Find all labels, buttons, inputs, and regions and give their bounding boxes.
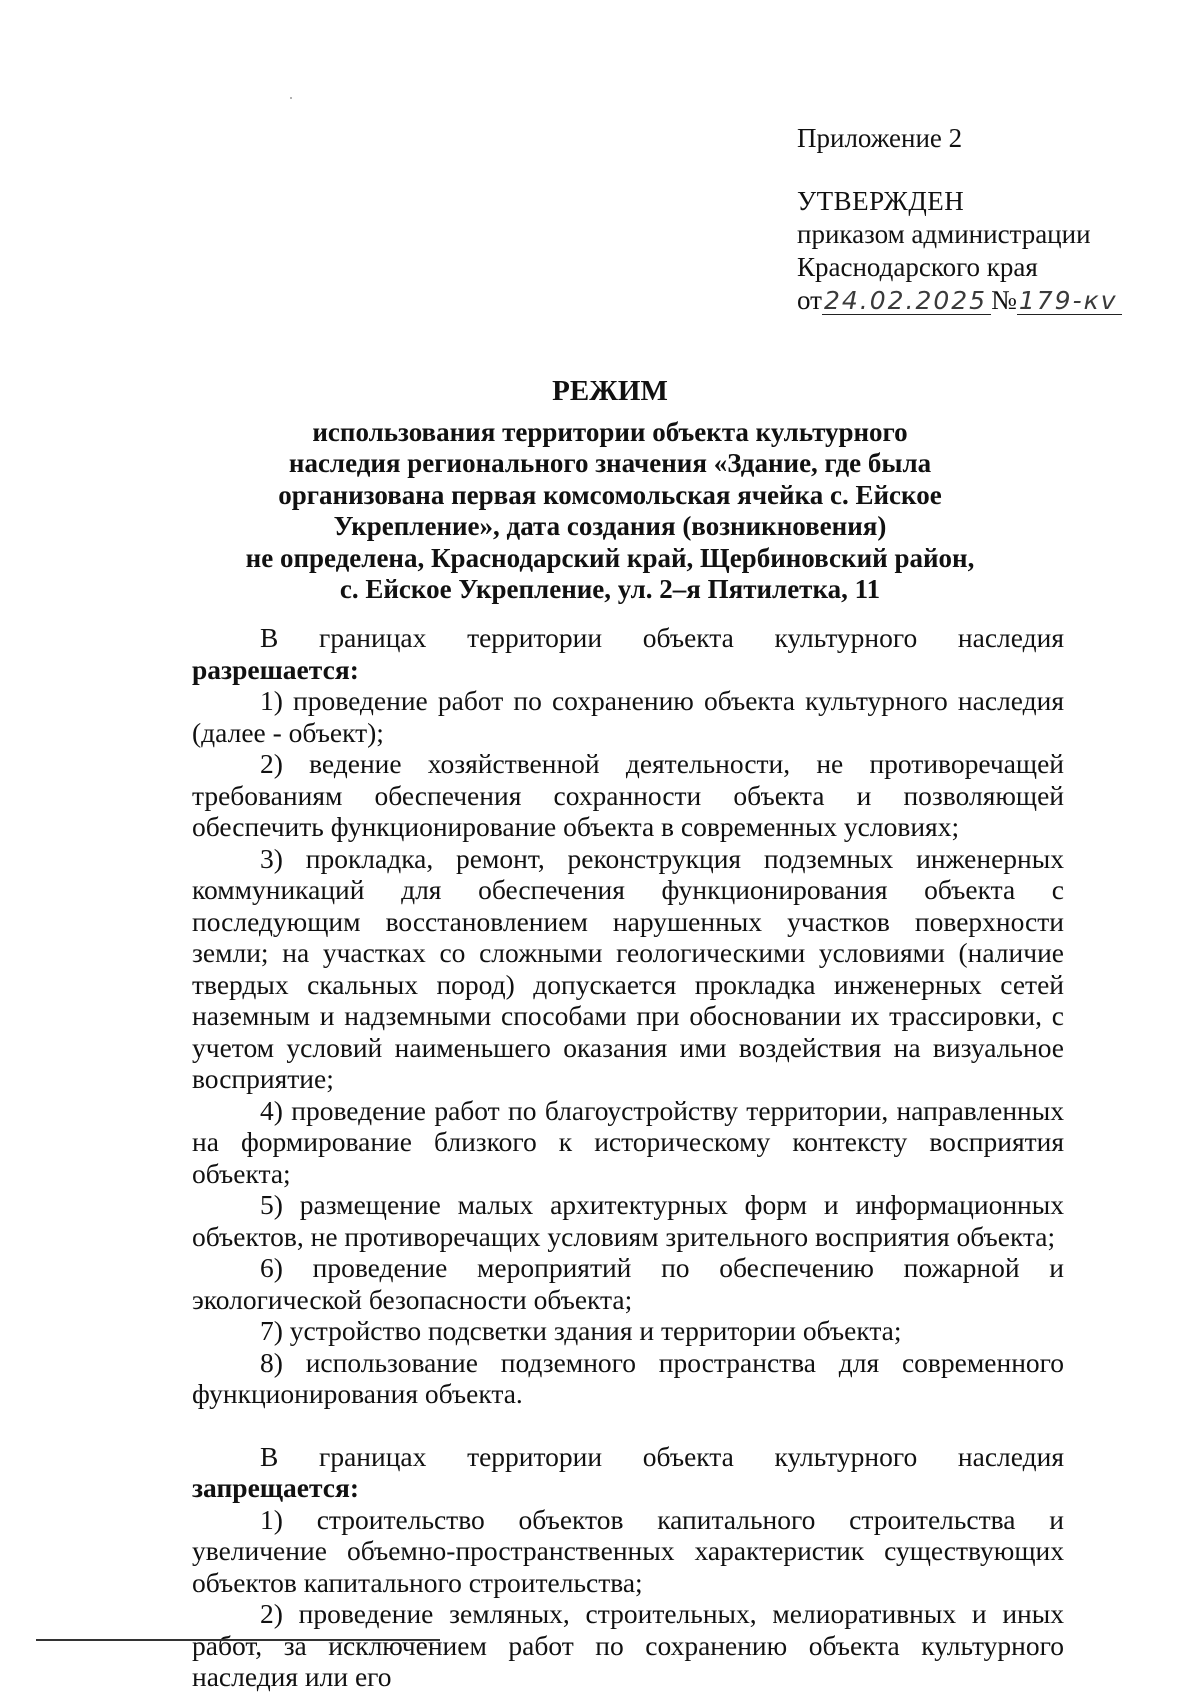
- document-body: [192, 622, 1064, 1693]
- title-line: организована первая комсомольская ячейка с. Ейское: [278, 479, 942, 510]
- forbidden-item: 2) проведение земляных, строительных, мелиоративных и иных работ, за исключением работ по сохранению объекта культурного наследия или его: [192, 1598, 1064, 1692]
- allowed-item: 1) проведение работ по сохранению объекта культурного наследия (далее - объект);: [192, 685, 1064, 748]
- title-main: РЕЖИМ: [552, 375, 668, 407]
- title-line: Укрепление», дата создания (возникновения): [333, 511, 887, 541]
- handwritten-date: 24.02.2025: [822, 288, 991, 315]
- allowed-item: 6) проведение мероприятий по обеспечению пожарной и экологической безопасности объекта;: [192, 1252, 1064, 1315]
- title-line: с. Ейское Укрепление, ул. 2–я Пятилетка, 11: [339, 574, 881, 604]
- handwritten-number: 179-кv: [1017, 288, 1122, 315]
- section-gap: [192, 1410, 1064, 1441]
- allowed-intro: В границах территории объекта культурного наследия разрешается:: [192, 622, 1064, 685]
- title-line: не определена, Краснодарский край, Щербиновский район,: [245, 542, 975, 573]
- forbidden-item: 1) строительство объектов капитального строительства и увеличение объемно-пространственных характеристик существующих объектов капитального строительства;: [192, 1503, 1064, 1598]
- date-prefix: от: [797, 285, 822, 315]
- approval-line-1: приказом администрации: [797, 219, 1091, 249]
- footer-rule: [36, 1639, 440, 1641]
- scan-speck: [290, 97, 292, 99]
- allowed-item: 3) прокладка, ремонт, реконструкция подземных инженерных коммуникаций для обеспечения функционирования объекта с последующим восстановлением нарушенных участков поверхности земли; на участках со сложными геологическими условиями (наличие твердых скальных пород) допускается прокладка инженерных сетей наземным и надземными способами при обосновании их трассировки, с учетом условий наименьшего оказания ими воздействия на визуальное восприятие;: [192, 842, 1064, 1094]
- allowed-keyword: разрешается:: [192, 653, 359, 685]
- title-line: использования территории объекта культурного: [312, 416, 908, 447]
- allowed-item: 7) устройство подсветки здания и территории объекта;: [260, 1315, 902, 1346]
- approved-heading: УТВЕРЖДЕН: [797, 186, 965, 216]
- forbidden-intro: В границах территории объекта культурного наследия запрещается:: [192, 1440, 1064, 1503]
- document-title: [180, 376, 1040, 606]
- allowed-item: 2) ведение хозяйственной деятельности, не противоречащей требованиям обеспечения сохранности объекта и позволяющей обеспечить функционирование объекта в современных условиях;: [192, 748, 1064, 842]
- title-line: наследия регионального значения «Здание, где была: [288, 448, 932, 478]
- allowed-item: 8) использование подземного пространства для современного функционирования объекта.: [192, 1346, 1064, 1409]
- allowed-item: 5) размещение малых архитектурных форм и информационных объектов, не противоречащих условиям зрительного восприятия объекта;: [192, 1189, 1064, 1252]
- approval-line-2: Краснодарского края: [797, 252, 1038, 282]
- number-prefix: №: [991, 285, 1017, 315]
- approval-block: [797, 122, 1122, 317]
- allowed-item: 4) проведение работ по благоустройству территории, направленных на формирование близкого к историческому контексту восприятия объекта;: [192, 1094, 1064, 1189]
- forbidden-keyword: запрещается:: [192, 1472, 360, 1503]
- appendix-label: Приложение 2: [797, 123, 963, 153]
- approval-date-number: [797, 284, 1122, 317]
